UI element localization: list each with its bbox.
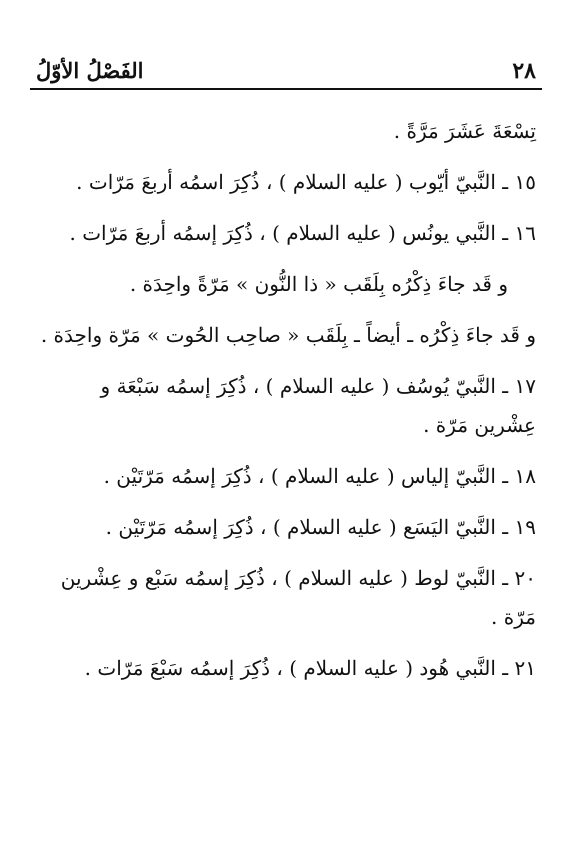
note-sahib-al-hut: و قَد جاءَ ذِكْرُه ـ أيضاً ـ بِلَقَب « صاحِب الحُوت » مَرّة واحِدَة . [40,323,536,347]
list-item-19: ١٩ ـ النَّبيّ اليَسَع ( عليه السلام ) ، ذُكِرَ إسمُه مَرّتَيْن . [105,515,536,539]
list-item-16: ١٦ ـ النَّبي يونُس ( عليه السلام ) ، ذُكِرَ إسمُه أربعَ مَرّات . [69,221,536,245]
list-item-15: ١٥ ـ النَّبيّ أيّوب ( عليه السلام ) ، ذُكِرَ اسمُه أربعَ مَرّات . [76,170,536,194]
header-divider [30,88,542,90]
page-number: ٢٨ [512,58,536,84]
chapter-title: الفَصْلُ الأوّلُ [36,58,144,83]
page-header [30,56,542,90]
list-item-21: ٢١ ـ النَّبي هُود ( عليه السلام ) ، ذُكِرَ إسمُه سَبْعَ مَرّات . [84,656,536,680]
paragraph-continuation: تِسْعَةَ عَشَرَ مَرَّةً . [393,119,536,143]
page-body [36,112,536,700]
list-item-18: ١٨ ـ النَّبيّ إلياس ( عليه السلام ) ، ذُكِرَ إسمُه مَرّتَيْن . [103,464,536,488]
note-dhan-nun: و قَد جاءَ ذِكْرُه بِلَقَب « ذا النُّون » مَرّةً واحِدَة . [129,272,508,296]
list-item-20: ٢٠ ـ النَّبيّ لوط ( عليه السلام ) ، ذُكِرَ إسمُه سَبْع و عِشْرين مَرّة . [60,566,536,629]
list-item-17: ١٧ ـ النَّبيّ يُوسُف ( عليه السلام ) ، ذُكِرَ إسمُه سَبْعَة و عِشْرين مَرّة . [100,374,536,437]
